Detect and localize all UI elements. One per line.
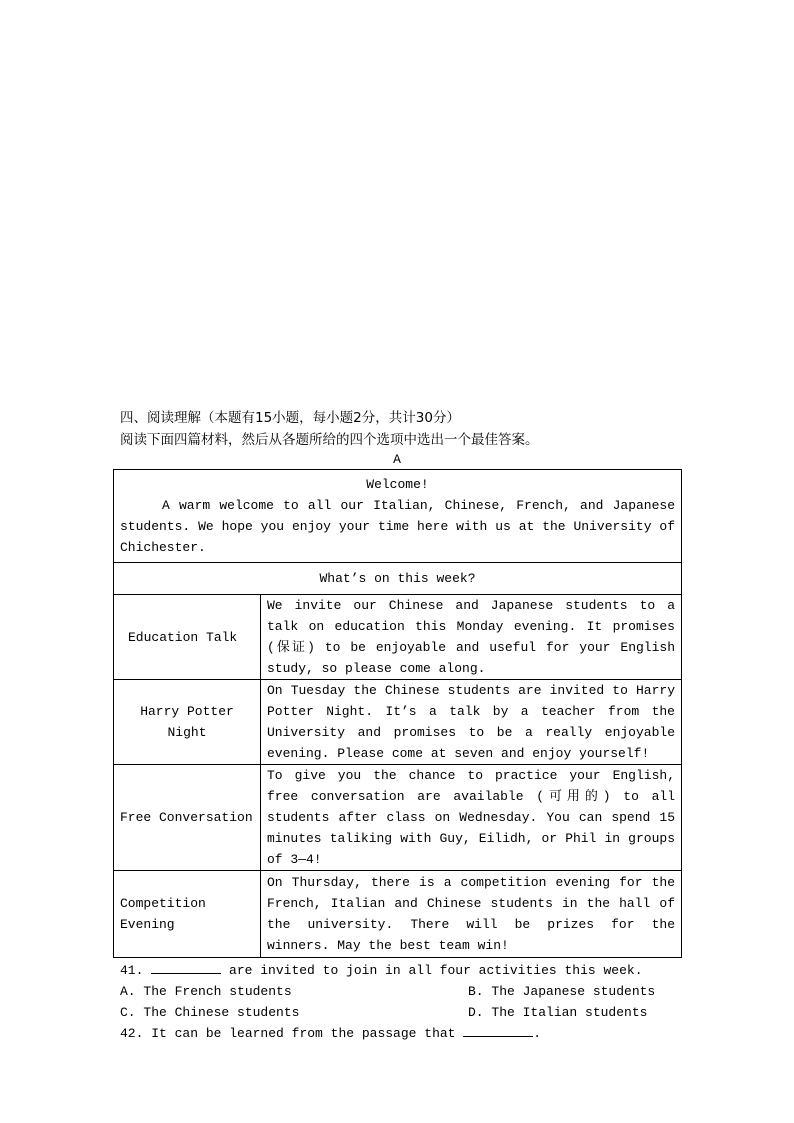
answer-blank <box>151 961 221 974</box>
option-b: B. The Japanese students <box>468 984 656 999</box>
options <box>120 981 680 1023</box>
option-d: D. The Italian students <box>468 1005 648 1020</box>
questions <box>113 960 680 1044</box>
notice-table <box>113 469 682 958</box>
schedule-heading-row <box>114 563 682 595</box>
question-41 <box>120 960 680 981</box>
activity-description: We invite our Chinese and Japanese students to a talk on education this Monday evening. It promises (保证) to be enjoyable and useful for your English study, so please come along. <box>261 595 682 680</box>
question-number: 42. <box>120 1026 144 1041</box>
answer-blank <box>463 1024 533 1037</box>
question-42 <box>120 1023 680 1044</box>
activity-name: Competition Evening <box>114 871 261 958</box>
activity-row <box>114 871 682 958</box>
activity-description: To give you the chance to practice your English, free conversation are available (可用的) to all students after class on Wednesday. You can spend 15 minutes taliking with Guy, Eilidh, or Phil in groups of 3—4! <box>261 765 682 871</box>
schedule-heading: What’s on this week? <box>114 563 682 595</box>
section-instruction: 阅读下面四篇材料，然后从各题所给的四个选项中选出一个最佳答案。 <box>120 432 539 448</box>
activity-row <box>114 765 682 871</box>
question-number: 41. <box>120 963 144 978</box>
activity-row <box>114 595 682 680</box>
activity-description: On Thursday, there is a competition evening for the French, Italian and Chinese students in the hall of the university. There will be prizes for the winners. May the best team win! <box>261 871 682 958</box>
activity-name: Harry Potter Night <box>114 680 261 765</box>
activity-row <box>114 680 682 765</box>
passage-label: A <box>393 452 401 467</box>
option-c: C. The Chinese students <box>120 1005 300 1020</box>
activity-name: Education Talk <box>114 595 261 680</box>
welcome-title: Welcome! <box>366 477 429 492</box>
question-end: . <box>533 1026 542 1041</box>
welcome-row <box>114 470 682 563</box>
activity-name: Free Conversation <box>114 765 261 871</box>
welcome-text: A warm welcome to all our Italian, Chinese, French, and Japanese students. We hope you enjoy your time here with us at the University of Chichester. <box>120 498 675 555</box>
section-title: 四、阅读理解（本题有15小题，每小题2分，共计30分） <box>120 410 460 426</box>
option-a: A. The French students <box>120 984 292 999</box>
activity-description: On Tuesday the Chinese students are invited to Harry Potter Night. It’s a talk by a teacher from the University and promises to be a really enjoyable evening. Please come at seven and enjoy yourself! <box>261 680 682 765</box>
document-body <box>113 407 682 1044</box>
question-stem: are invited to join in all four activities this week. <box>229 963 643 978</box>
question-stem: It can be learned from the passage that <box>151 1026 456 1041</box>
